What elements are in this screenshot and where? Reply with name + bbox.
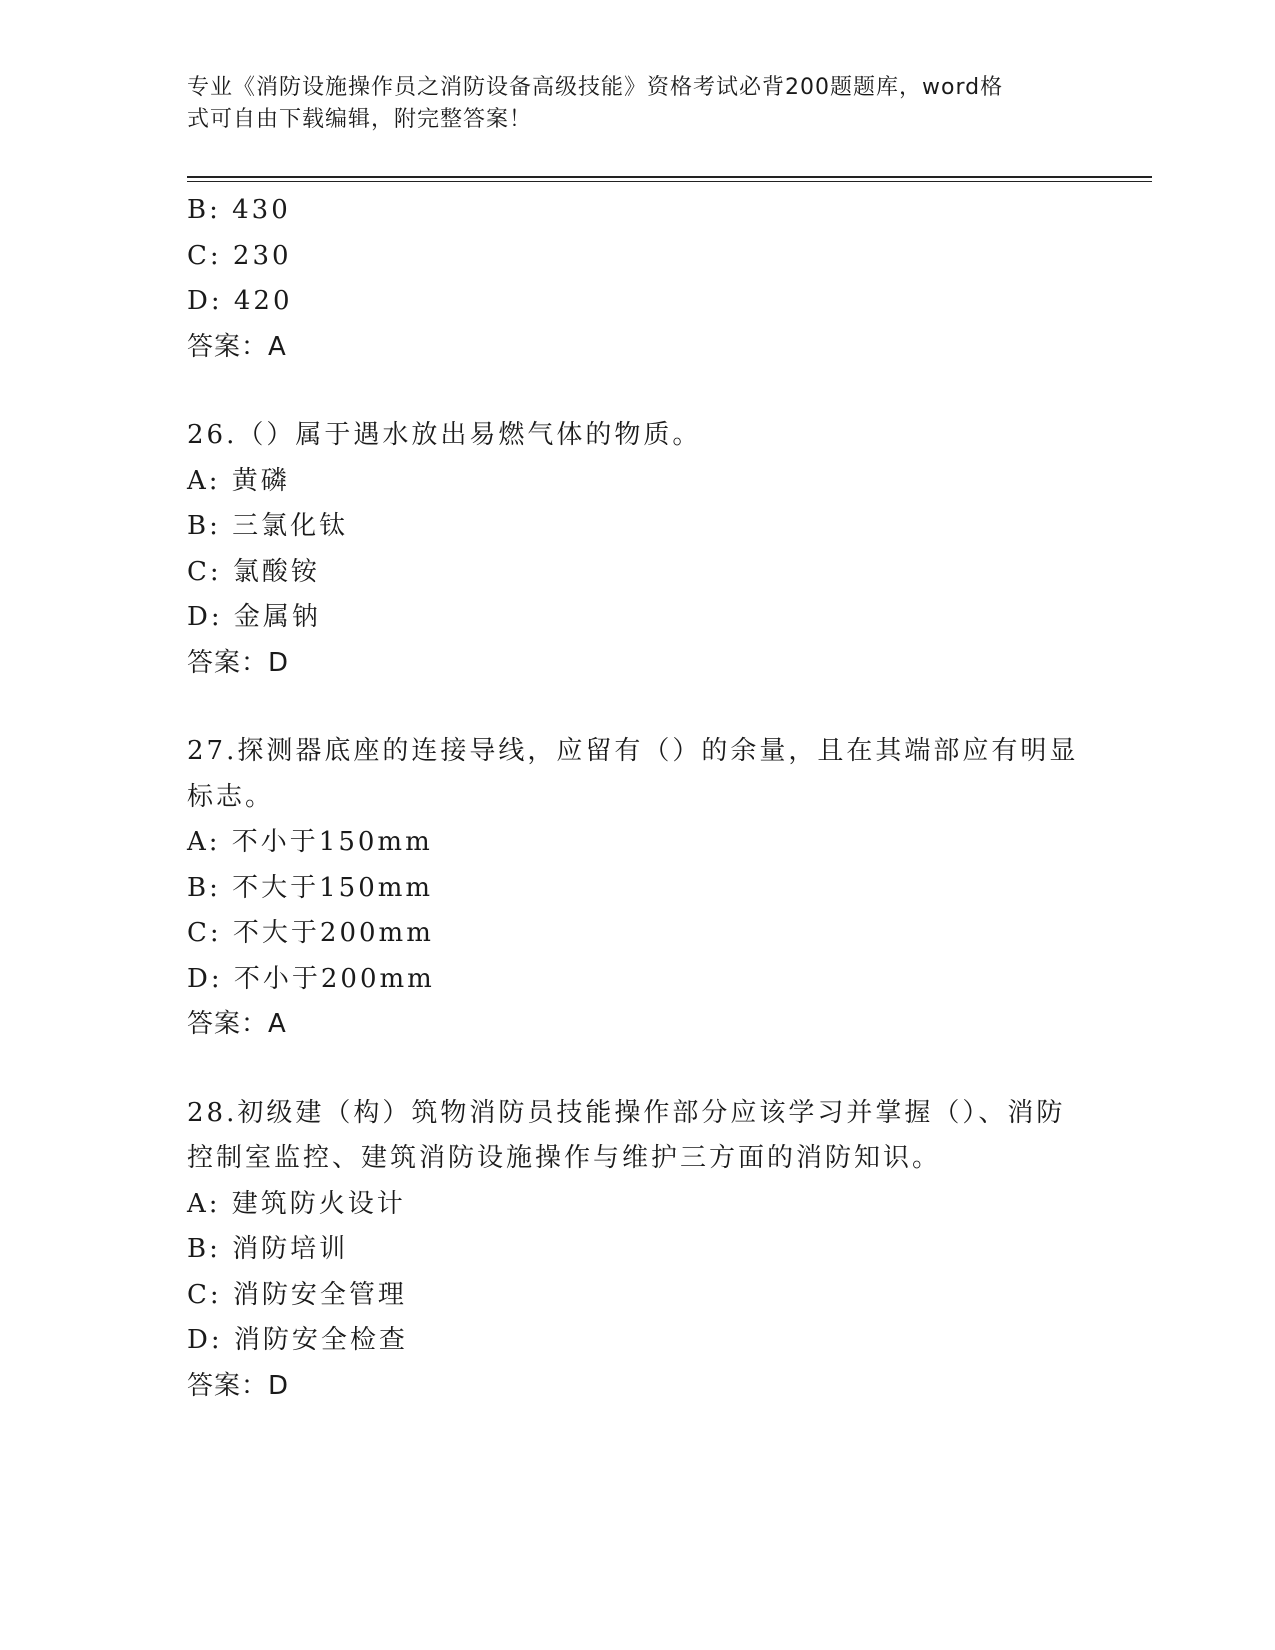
page-header xyxy=(187,72,1067,136)
question-text-line-1: 28.初级建（构）筑物消防员技能操作部分应该学习并掌握（）、消防 xyxy=(187,1097,1066,1128)
header-divider xyxy=(187,176,1152,178)
question-text-line-2: 标志。 xyxy=(187,781,275,812)
header-divider-thin xyxy=(187,181,1152,182)
option-d: D: 420 xyxy=(187,286,293,316)
question-text: 26.（）属于遇水放出易燃气体的物质。 xyxy=(187,420,702,450)
question-text-line-2: 控制室监控、建筑消防设施操作与维护三方面的消防知识。 xyxy=(187,1143,942,1173)
question-block-27 xyxy=(187,729,1087,1048)
option-c: C: 氯酸铵 xyxy=(187,556,320,587)
option-c: C: 230 xyxy=(187,240,292,271)
option-d: D: 不小于200mm xyxy=(187,963,435,994)
option-a: A: 不小于150mm xyxy=(187,827,433,857)
option-b: B: 消防培训 xyxy=(187,1234,349,1264)
option-a: A: 黄磷 xyxy=(187,465,290,496)
header-line-1: 专业《消防设施操作员之消防设备高级技能》资格考试必背200题题库，word格 xyxy=(187,75,1004,100)
answer-line: 答案：A xyxy=(187,1009,287,1039)
option-a: A: 建筑防火设计 xyxy=(187,1188,406,1219)
question-block-25 xyxy=(187,188,1087,370)
answer-line: 答案：A xyxy=(187,331,287,362)
question-block-28 xyxy=(187,1091,1087,1410)
question-text-line-1: 27.探测器底座的连接导线，应留有（）的余量，且在其端部应有明显 xyxy=(187,736,1079,766)
option-d: D: 金属钠 xyxy=(187,602,321,632)
question-list xyxy=(187,188,1087,1409)
question-block-26 xyxy=(187,413,1087,686)
option-b: B: 三氯化钛 xyxy=(187,511,349,541)
option-d: D: 消防安全检查 xyxy=(187,1325,408,1355)
option-c: C: 不大于200mm xyxy=(187,918,434,948)
answer-line: 答案：D xyxy=(187,647,290,678)
option-c: C: 消防安全管理 xyxy=(187,1279,407,1310)
option-b: B: 不大于150mm xyxy=(187,872,434,903)
answer-line: 答案：D xyxy=(187,1370,290,1401)
header-line-2: 式可自由下载编辑，附完整答案！ xyxy=(187,107,533,132)
option-b: B: 430 xyxy=(187,195,291,225)
